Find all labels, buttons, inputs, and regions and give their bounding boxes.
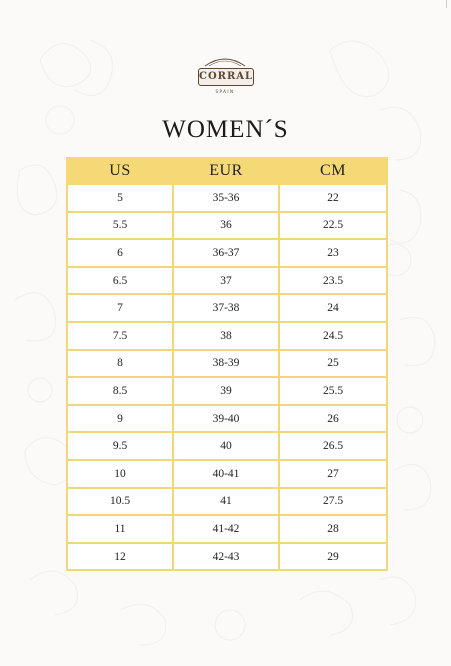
table-row: [67, 184, 387, 212]
cell-cm: 26.5: [279, 432, 387, 460]
cell-us: 8.5: [67, 377, 173, 405]
table-row: [67, 515, 387, 543]
table-row: [67, 460, 387, 488]
edge-mark: [446, 0, 447, 8]
table-row: [67, 543, 387, 571]
table-row: [67, 432, 387, 460]
cell-eur: 38: [173, 322, 279, 350]
cell-cm: 25: [279, 350, 387, 378]
cell-cm: 29: [279, 543, 387, 571]
cell-cm: 24: [279, 294, 387, 322]
cell-eur: 39-40: [173, 405, 279, 433]
table-row: [67, 239, 387, 267]
cell-cm: 24.5: [279, 322, 387, 350]
size-table: [66, 157, 388, 571]
cell-cm: 22.5: [279, 212, 387, 240]
table-row: [67, 294, 387, 322]
cell-eur: 40-41: [173, 460, 279, 488]
cell-eur: 36-37: [173, 239, 279, 267]
table-row: [67, 350, 387, 378]
cell-cm: 23: [279, 239, 387, 267]
cell-us: 8: [67, 350, 173, 378]
cell-us: 6.5: [67, 267, 173, 295]
cell-us: 9.5: [67, 432, 173, 460]
cell-us: 10.5: [67, 488, 173, 516]
cell-us: 7: [67, 294, 173, 322]
cell-us: 10: [67, 460, 173, 488]
cell-cm: 22: [279, 184, 387, 212]
cell-us: 6: [67, 239, 173, 267]
column-header-eur: EUR: [173, 158, 279, 184]
cell-eur: 41-42: [173, 515, 279, 543]
page-title: WOMEN´S: [162, 116, 289, 143]
cell-cm: 25.5: [279, 377, 387, 405]
logo-wordmark: CORRAL: [198, 68, 254, 86]
cell-us: 11: [67, 515, 173, 543]
cell-eur: 39: [173, 377, 279, 405]
cell-us: 7.5: [67, 322, 173, 350]
cell-eur: 35-36: [173, 184, 279, 212]
logo-subtext: SPAIN: [215, 89, 235, 94]
column-header-cm: CM: [279, 158, 387, 184]
cell-eur: 41: [173, 488, 279, 516]
table-row: [67, 377, 387, 405]
column-header-us: US: [67, 158, 173, 184]
table-row: [67, 212, 387, 240]
table-row: [67, 267, 387, 295]
cell-us: 5: [67, 184, 173, 212]
table-header-row: [67, 158, 387, 184]
cell-us: 9: [67, 405, 173, 433]
cell-eur: 36: [173, 212, 279, 240]
cell-eur: 40: [173, 432, 279, 460]
cell-eur: 37: [173, 267, 279, 295]
cell-us: 12: [67, 543, 173, 571]
cell-us: 5.5: [67, 212, 173, 240]
cell-eur: 38-39: [173, 350, 279, 378]
logo-arch-icon: [202, 55, 248, 67]
cell-cm: 26: [279, 405, 387, 433]
cell-cm: 28: [279, 515, 387, 543]
cell-eur: 37-38: [173, 294, 279, 322]
table-row: [67, 405, 387, 433]
cell-cm: 27.5: [279, 488, 387, 516]
cell-cm: 23.5: [279, 267, 387, 295]
table-row: [67, 322, 387, 350]
table-row: [67, 488, 387, 516]
corral-logo: [192, 52, 258, 100]
cell-cm: 27: [279, 460, 387, 488]
cell-eur: 42-43: [173, 543, 279, 571]
